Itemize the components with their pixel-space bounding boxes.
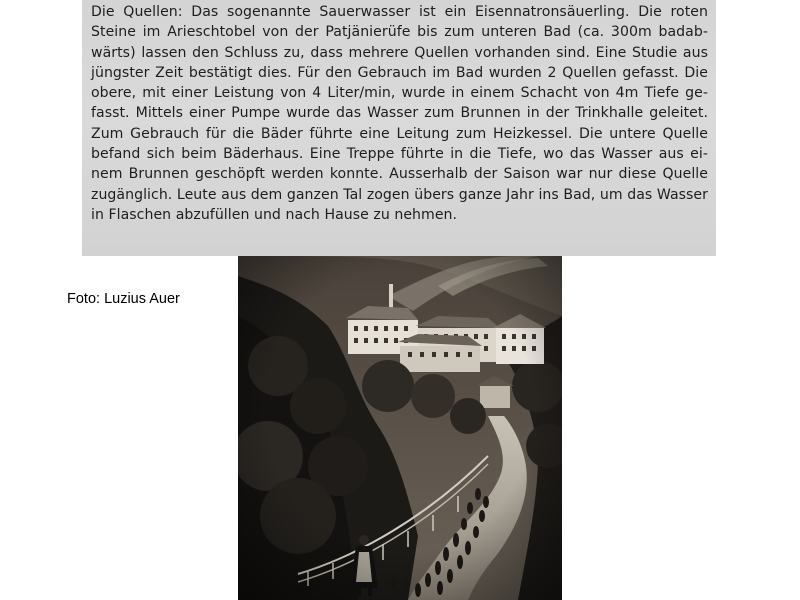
springs-paragraph [91, 2, 708, 225]
scanned-text-block [82, 0, 716, 256]
text-line: Zum Gebrauch für die Bäder führte eine Leitung zum Heizkessel. Die untere Quelle [91, 125, 708, 142]
text-line: fasst. Mittels einer Pumpe wurde das Wasser zum Brunnen in der Trinkhalle geleitet. [91, 105, 708, 122]
photo-illustration [238, 256, 562, 600]
text-line: zugänglich. Leute aus dem ganzen Tal zogen übers ganze Jahr ins Bad, um das Wasser [91, 186, 708, 203]
historic-spa-photograph [238, 256, 562, 600]
photo-credit-caption: Foto: Luzius Auer [67, 291, 180, 307]
text-line: befand sich beim Bäderhaus. Eine Treppe führte in die Tiefe, wo das Wasser aus ei- [91, 146, 708, 163]
text-line: obere, mit einer Leistung von 4 Liter/min, wurde in einem Schacht von 4m Tiefe ge- [91, 85, 708, 102]
text-line: Steine im Arieschtobel von der Patjänierüfe bis zum unteren Bad (ca. 300m badab- [91, 24, 708, 41]
text-line: jüngster Zeit bestätigt dies. Für den Gebrauch im Bad wurden 2 Quellen gefasst. Die [91, 64, 708, 81]
text-line: wärts) lassen den Schluss zu, dass mehrere Quellen vorhanden sind. Eine Studie aus [91, 44, 708, 61]
text-line: in Flaschen abzufüllen und nach Hause zu nehmen. [91, 206, 458, 223]
text-line: Die Quellen: Das sogenannte Sauerwasser ist ein Eisennatronsäuerling. Die roten [91, 4, 708, 20]
text-line: nem Brunnen geschöpft werden konnte. Ausserhalb der Saison war nur diese Quelle [91, 166, 708, 183]
